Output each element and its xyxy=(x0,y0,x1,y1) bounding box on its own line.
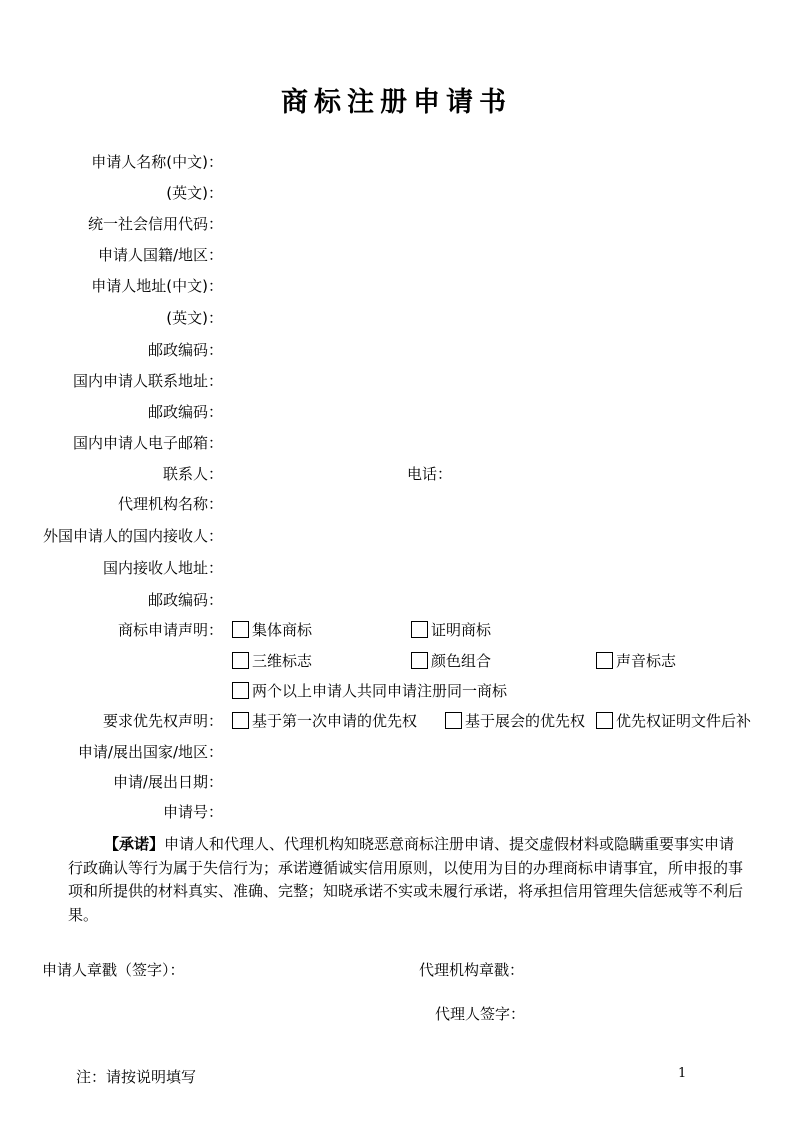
checkbox[interactable] xyxy=(232,652,249,669)
page-number: 1 xyxy=(678,1066,687,1081)
checkbox[interactable] xyxy=(445,712,462,729)
option-label: 颜色组合 xyxy=(431,652,492,670)
checkbox[interactable] xyxy=(411,621,428,638)
agency-seal-label: 代理机构章戳： xyxy=(419,961,525,979)
label-agency-name: 代理机构名称： xyxy=(117,495,223,513)
checkbox[interactable] xyxy=(232,621,249,638)
option-label: 优先权证明文件后补 xyxy=(616,712,752,730)
option-exhibition[interactable] xyxy=(445,710,585,731)
label-domestic-email: 国内申请人电子邮箱： xyxy=(72,434,223,452)
label-address-cn: 申请人地址(中文)： xyxy=(91,277,223,295)
label-date: 申请/展出日期： xyxy=(112,773,223,791)
label-applicant-name-cn: 申请人名称(中文)： xyxy=(91,153,223,171)
label-receiver-address: 国内接收人地址： xyxy=(102,559,223,577)
label-country: 申请/展出国家/地区： xyxy=(77,743,223,761)
applicant-seal-label: 申请人章戳（签字）： xyxy=(42,961,185,979)
option-three-d[interactable] xyxy=(232,650,312,671)
checkbox[interactable] xyxy=(232,712,249,729)
agent-signature-label: 代理人签字： xyxy=(435,1005,526,1023)
option-collective[interactable] xyxy=(232,619,312,640)
label-domestic-address: 国内申请人联系地址： xyxy=(72,372,223,390)
option-label: 基于展会的优先权 xyxy=(465,712,586,730)
option-label: 三维标志 xyxy=(252,652,313,670)
option-label: 基于第一次申请的优先权 xyxy=(252,712,418,730)
label-contact: 联系人： xyxy=(162,465,223,483)
option-label: 证明商标 xyxy=(431,621,492,639)
label-nationality: 申请人国籍/地区： xyxy=(97,246,223,264)
option-label: 声音标志 xyxy=(616,652,677,670)
option-certification[interactable] xyxy=(411,619,491,640)
label-priority: 要求优先权声明： xyxy=(102,712,223,730)
label-postcode-3: 邮政编码： xyxy=(147,591,223,609)
label-credit-code: 统一社会信用代码： xyxy=(87,215,223,233)
option-shared[interactable] xyxy=(232,680,507,701)
promise-text: 申请人和代理人、代理机构知晓恶意商标注册申请、提交虚假材料或隐瞒重要事实申请行政确认等行为属于失信行为；承诺遵循诚实信用原则，以使用为目的办理商标申请事宜，所申报的事项和所提供的材料真实、准确、完整；知晓承诺不实或未履行承诺，将承担信用管理失信惩戒等不利后果。 xyxy=(68,835,744,924)
checkbox[interactable] xyxy=(596,712,613,729)
option-label: 两个以上申请人共同申请注册同一商标 xyxy=(252,682,508,700)
promise-paragraph xyxy=(68,833,748,927)
label-app-no: 申请号： xyxy=(162,803,223,821)
label-declaration: 商标申请声明： xyxy=(117,621,223,639)
checkbox[interactable] xyxy=(411,652,428,669)
label-address-en: (英文)： xyxy=(166,309,223,327)
promise-heading: 【承诺】 xyxy=(104,835,165,853)
option-label: 集体商标 xyxy=(252,621,313,639)
checkbox[interactable] xyxy=(232,682,249,699)
checkbox[interactable] xyxy=(596,652,613,669)
label-phone: 电话： xyxy=(407,465,453,483)
label-foreign-receiver: 外国申请人的国内接收人： xyxy=(42,527,223,545)
label-postcode-1: 邮政编码： xyxy=(147,341,223,359)
option-first-application[interactable] xyxy=(232,710,417,731)
label-applicant-name-en: (英文)： xyxy=(166,184,223,202)
option-later-documents[interactable] xyxy=(596,710,751,731)
option-color[interactable] xyxy=(411,650,491,671)
label-postcode-2: 邮政编码： xyxy=(147,403,223,421)
option-sound[interactable] xyxy=(596,650,676,671)
footer-note: 注：请按说明填写 xyxy=(76,1068,197,1086)
page-title: 商标注册申请书 xyxy=(281,87,512,118)
